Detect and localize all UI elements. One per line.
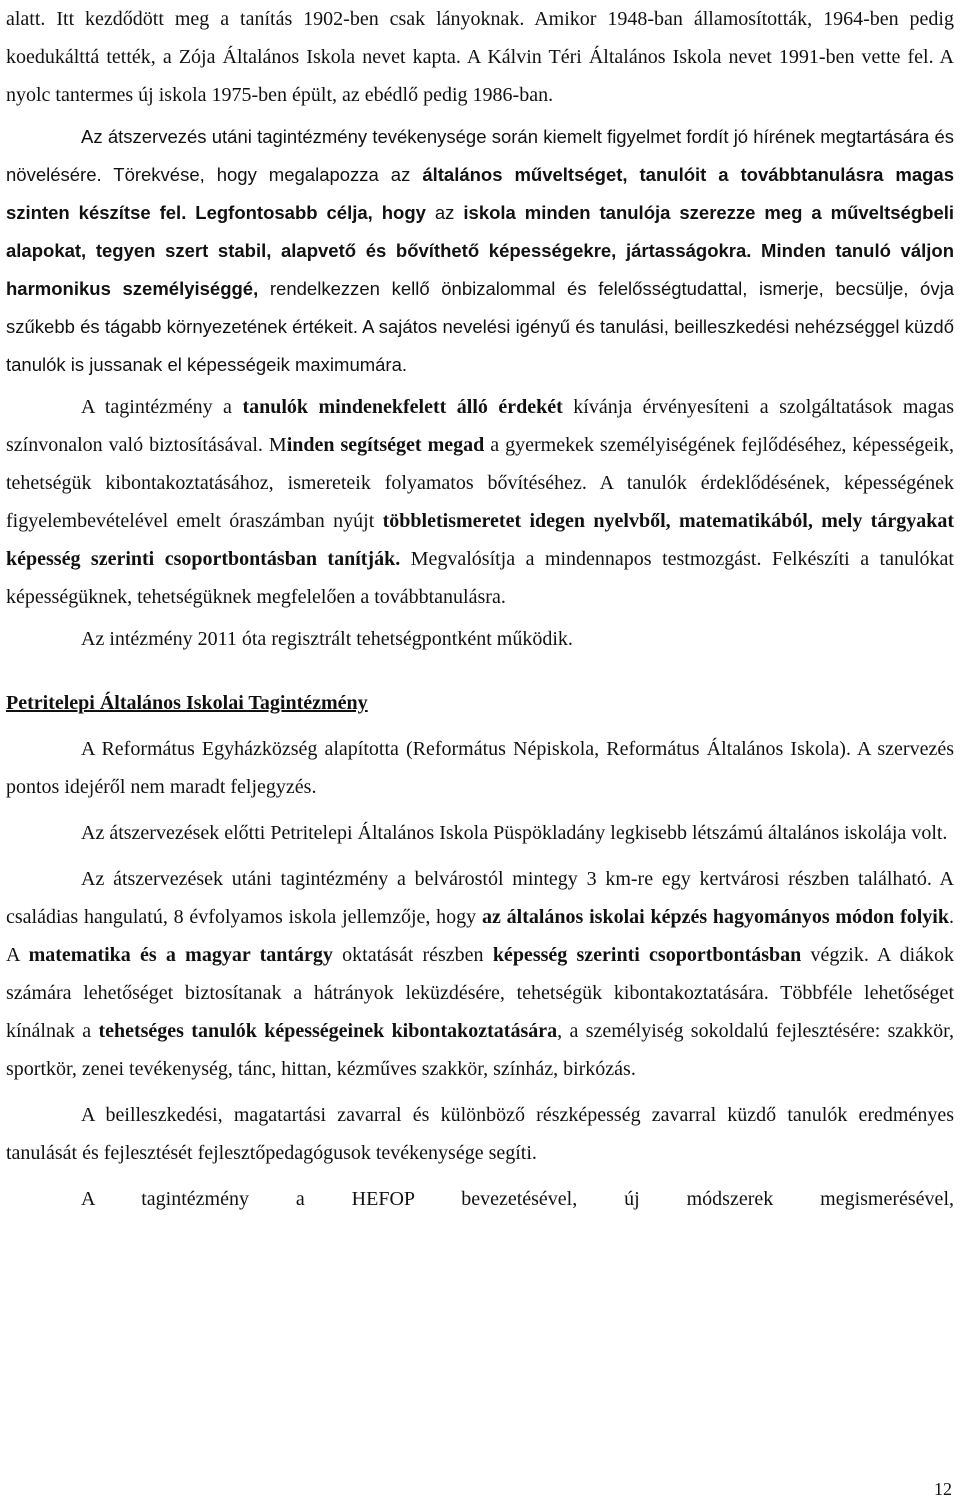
paragraph-text: A Református Egyházközség alapította (Református Népiskola, Református Általános Iskola). A szervezés pontos idejéről nem maradt feljegyzés. (6, 738, 954, 798)
bold-text: tehetséges tanulók képességeinek kibontakoztatására (98, 1020, 558, 1042)
paragraph-text: rendelkezzen kellő önbizalommal és felelősségtudattal, ismerje, becsülje, óvja szűkebb és tágabb környezetének értékeit. A sajátos nevelési igényű és tanulási, beilleszkedési nehézséggel küzdő tanulók is jussanak el képességeik maximumára. (6, 278, 954, 375)
paragraph-text: kívánja érvényesíteni a szolgáltatások magas színvonalon való biztosításával. M (6, 396, 954, 456)
paragraph-services (6, 388, 954, 616)
paragraph-text: az (425, 202, 464, 223)
page-number: 12 (934, 1479, 952, 1499)
paragraph-text: végzik. A diákok számára lehetőséget biztosítanak a hátrányok leküzdésére, tehetségük kibontakoztatására. Többféle lehetőséget kínálnak a (6, 944, 955, 1042)
paragraph-goals (6, 118, 954, 384)
bold-text: többletismeretet idegen nyelvből, matematikából, mely tárgyakat képesség szerinti csoportbontásban tanítják. (6, 510, 954, 570)
bold-text: iskola minden tanulója szerezze meg a műveltségbeli alapokat, tegyen szert stabil, alapvető és bővíthető képességekre, jártasságokra. Minden tanuló váljon harmonikus személyiséggé, (6, 202, 955, 299)
bold-text: tanulók mindenekfelett álló érdekét (242, 396, 563, 418)
paragraph-before-reorg (6, 814, 954, 852)
paragraph-hefop (6, 1180, 954, 1218)
paragraph-history (6, 0, 954, 114)
paragraph-text: oktatását részben (332, 944, 493, 966)
document-page (6, 0, 954, 1218)
bold-text: általános műveltséget, tanulóit a továbbtanulásra magas szinten készítse fel. Legfontosabb célja, hogy (6, 164, 954, 223)
bold-text: képesség szerinti csoportbontásban (492, 944, 802, 966)
paragraph-text: Az átszervezések előtti Petritelepi Általános Iskola Püspökladány legkisebb létszámú általános iskolája volt. (81, 822, 948, 844)
paragraph-special-needs (6, 1096, 954, 1172)
paragraph-text: Megvalósítja a mindennapos testmozgást. Felkészíti a tanulókat képességüknek, tehetségüknek megfelelően a továbbtanulásra. (6, 548, 954, 608)
paragraph-text: A tagintézmény a (81, 396, 243, 418)
paragraph-after-reorg (6, 860, 954, 1088)
bold-text: inden segítséget megad (286, 434, 485, 456)
bold-text: az általános iskolai képzés hagyományos módon folyik (481, 906, 949, 928)
paragraph-text: , a személyiség sokoldalú fejlesztésére: szakkör, sportkör, zenei tevékenység, tánc, hittan, kézműves szakkör, színház, birkózás. (6, 1020, 955, 1080)
paragraph-text: Az átszervezések utáni tagintézmény a belvárostól mintegy 3 km-re egy kertvárosi részben található. A családias hangulatú, 8 évfolyamos iskola jellemzője, hogy (6, 868, 954, 928)
paragraph-text: A beilleszkedési, magatartási zavarral és különböző részképesség zavarral küzdő tanulók eredményes tanulását és fejlesztését fejlesztőpedagógusok tevékenysége segíti. (6, 1104, 954, 1164)
paragraph-founding (6, 730, 954, 806)
paragraph-talent-point (6, 620, 954, 658)
bold-text: matematika és a magyar tantárgy (28, 944, 333, 966)
paragraph-text: a gyermekek személyiségének fejlődéséhez, képességeik, tehetségük kibontakoztatásához, ismereteik folyamatos bővítéséhez. A tanulók érdeklődésének, képességének figyelembevételével emelt óraszámban nyújt (6, 434, 954, 532)
paragraph-text: alatt. Itt kezdődött meg a tanítás 1902-ben csak lányoknak. Amikor 1948-ban államosították, 1964-ben pedig koedukálttá tették, a Zója Általános Iskola nevet kapta. A Kálvin Téri Általános Iskola nevet 1991-ben vette fel. A nyolc tantermes új iskola 1975-ben épült, az ebédlő pedig 1986-ban. (6, 8, 954, 106)
paragraph-text: . A (6, 906, 954, 966)
paragraph-text: Az átszervezés utáni tagintézmény tevékenysége során kiemelt figyelmet fordít jó hírének megtartására és növelésére. Törekvése, hogy megalapozza az (6, 126, 954, 185)
paragraph-text: A tagintézmény a HEFOP bevezetésével, új módszerek megismerésével, (81, 1188, 954, 1210)
section-heading: Petritelepi Általános Iskolai Tagintézmény (6, 692, 368, 714)
paragraph-text: Az intézmény 2011 óta regisztrált tehetségpontként működik. (81, 628, 573, 650)
